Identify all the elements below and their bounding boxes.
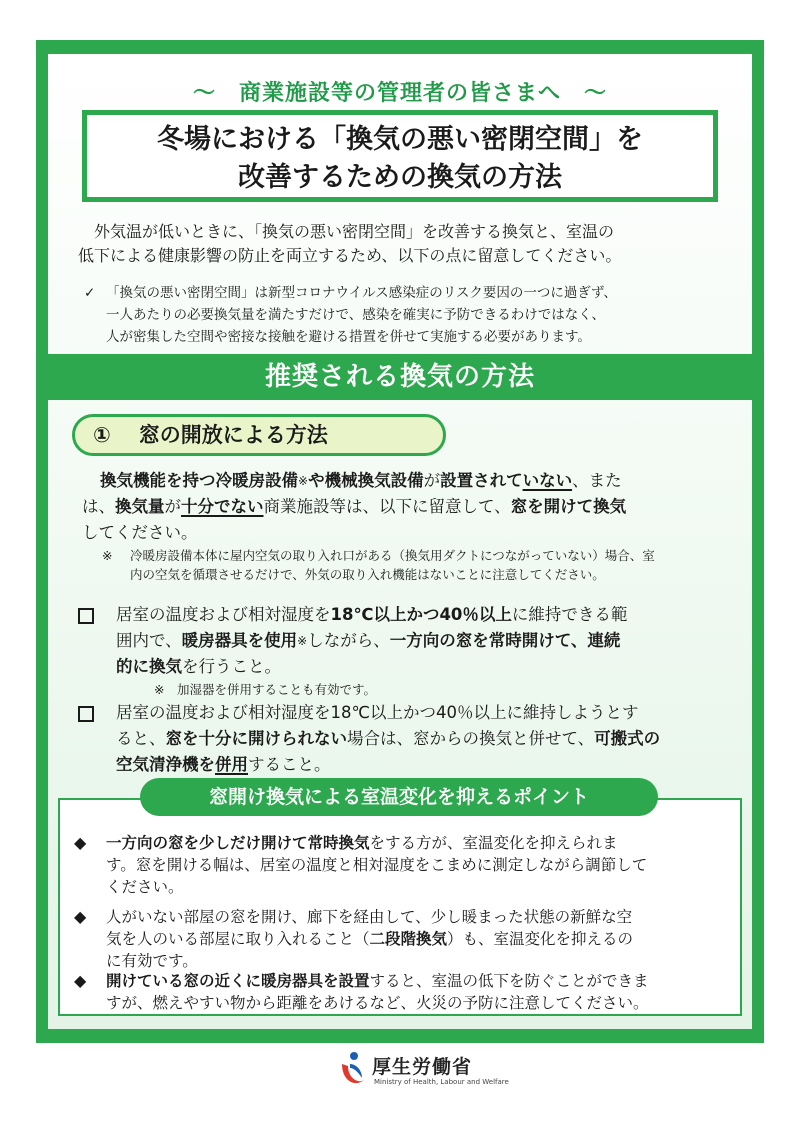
points-title: 窓開け換気による室温変化を抑えるポイント xyxy=(140,778,658,816)
checkbox-square-icon xyxy=(78,608,94,624)
point-2 xyxy=(74,906,730,972)
point1-bold: 一方向の窓を少しだけ開けて常時換気 xyxy=(106,834,370,852)
method-1-note xyxy=(102,546,742,584)
intro-text xyxy=(78,220,728,268)
poster-frame xyxy=(36,40,764,1043)
point2-bold: 二段階換気 xyxy=(369,930,448,948)
para-underline-2: 十分でない xyxy=(181,497,264,516)
para-bold-4: 換気量 xyxy=(115,497,165,516)
item-1-subnote: ※ 加湿器を併用することも有効です。 xyxy=(154,682,376,697)
item1-t4: 囲内で、 xyxy=(116,631,182,650)
para-text-1: が xyxy=(423,471,441,490)
para-text-4: が xyxy=(164,497,181,516)
point3-t2: すが、燃えやすい物から距離をあけるなど、火災の予防に注意してください。 xyxy=(106,994,649,1012)
check-note-line-1: 「換気の悪い密閉空間」は新型コロナウイルス感染症のリスク要因の一つに過ぎず、 xyxy=(106,285,617,301)
ministry-name-en: Ministry of Health, Labour and Welfare xyxy=(374,1078,509,1086)
method-1-paragraph xyxy=(82,468,742,546)
para-text-2: 、また xyxy=(572,471,622,490)
item2-t3: 窓を十分に開けられない xyxy=(165,729,347,748)
point3-bold-2: 暖房器具を設置 xyxy=(261,972,370,990)
method-1-label: 窓の開放による方法 xyxy=(138,423,328,447)
point-1 xyxy=(74,832,730,898)
para-text-5: 商業施設等は、以下に留意して、 xyxy=(263,497,511,516)
point1-t1: をする方が、室温変化を抑えられま xyxy=(369,834,618,852)
para-bold-5: 窓を開けて換気 xyxy=(510,497,627,516)
point1-t2: す。窓を開ける幅は、居室の温度と相対湿度をこまめに測定しながら調節して xyxy=(106,856,648,874)
point2-t1: 人がいない部屋の窓を開け、廊下を経由して、少し暖まった状態の新鮮な空 xyxy=(106,908,633,926)
para-bold-3: 設置されて xyxy=(440,471,523,490)
para-bold-1: 換気機能を持つ冷暖房設備 xyxy=(100,471,298,490)
item1-t9: 的に換気 xyxy=(116,657,182,676)
item-1-text xyxy=(78,602,740,680)
ministry-emblem-icon xyxy=(336,1050,370,1090)
method-1-heading xyxy=(72,414,446,456)
para-text-6: してください。 xyxy=(82,523,198,542)
item1-t5: 暖房器具を使用 xyxy=(181,631,298,650)
item1-t1: 居室の温度および相対湿度を xyxy=(116,605,331,624)
item2-t8: すること。 xyxy=(248,755,331,774)
point3-t1: すると、室温の低下を防ぐことができま xyxy=(369,972,649,990)
point2-t2: 気を人のいる部屋に取り入れること（ xyxy=(106,930,370,948)
point2-t3: ）も、室温変化を抑えるの xyxy=(447,930,634,948)
checkbox-square-icon xyxy=(78,706,94,722)
item2-t5: 可搬式の xyxy=(594,729,661,748)
intro-line-2: 低下による健康影響の防止を両立するため、以下の点に留意してください。 xyxy=(78,246,622,265)
item1-t8: 一方向の窓を常時開けて、連続 xyxy=(389,631,621,650)
item-1 xyxy=(78,602,740,700)
check-note xyxy=(84,282,746,348)
check-note-line-2: 一人あたりの必要換気量を満たすだけで、感染を確実に予防できるわけではなく、 xyxy=(106,307,605,323)
point3-bold-1: 開けている窓の近くに xyxy=(106,972,262,990)
item2-t1: 居室の温度および相対湿度を18℃以上かつ40％以上に維持しようとす xyxy=(116,703,639,722)
ministry-name: 厚生労働省 xyxy=(372,1056,473,1078)
intro-line-1: 外気温が低いときに、「換気の悪い密閉空間」を改善する換気と、室温の xyxy=(94,222,615,241)
point-3 xyxy=(74,970,730,1014)
item2-t4: 場合は、窓からの換気と併せて、 xyxy=(347,729,595,748)
point-2-text xyxy=(74,906,730,972)
point2-t4: に有効です。 xyxy=(106,952,198,970)
para-text-3: は、 xyxy=(82,497,115,516)
item-2 xyxy=(78,700,740,778)
diamond-icon: ◆ xyxy=(74,833,87,852)
diamond-icon: ◆ xyxy=(74,971,87,990)
title-line-1: 冬場における「換気の悪い密閉空間」を xyxy=(157,124,643,155)
note-line-1: 冷暖房設備本体に屋内空気の取り入れ口がある（換気用ダクトにつながっていない）場合、室 xyxy=(130,548,655,563)
item2-t2: ると、 xyxy=(116,729,166,748)
ministry-logo xyxy=(336,1050,536,1094)
item1-t2: 18℃以上かつ40％以上 xyxy=(330,605,512,624)
point1-t3: ください。 xyxy=(106,878,184,896)
para-note-mark: ※ xyxy=(298,474,309,488)
title-box xyxy=(82,110,718,202)
section-title: 推奨される換気の方法 xyxy=(48,354,752,400)
note-line-2: 内の空気を循環させるだけで、外気の取り入れ機能はないことに注意してください。 xyxy=(130,567,605,582)
point-3-text xyxy=(74,970,730,1014)
item-2-text xyxy=(78,700,740,778)
check-note-line-3: 人が密集した空間や密接な接触を避ける措置を併せて実施する必要があります。 xyxy=(106,329,591,345)
item2-t7: 併用 xyxy=(215,755,248,774)
title-line-2: 改善するための換気の方法 xyxy=(238,162,562,193)
item1-t3: に維持できる範 xyxy=(511,605,628,624)
method-1-number: ① xyxy=(93,423,111,447)
check-icon: ✓ xyxy=(84,285,96,301)
note-mark: ※ xyxy=(102,548,113,563)
item1-t6: ※ xyxy=(297,634,308,648)
poster-body xyxy=(48,54,752,1029)
para-bold-2: や機械換気設備 xyxy=(308,471,424,490)
item1-t7: しながら、 xyxy=(307,631,390,650)
diamond-icon: ◆ xyxy=(74,907,87,926)
item1-t10: を行うこと。 xyxy=(182,657,281,676)
para-underline-1: いない xyxy=(522,471,573,490)
audience-header: ～ 商業施設等の管理者の皆さまへ ～ xyxy=(192,81,607,106)
item2-t6: 空気清浄機を xyxy=(116,755,215,774)
point-1-text xyxy=(74,832,730,898)
